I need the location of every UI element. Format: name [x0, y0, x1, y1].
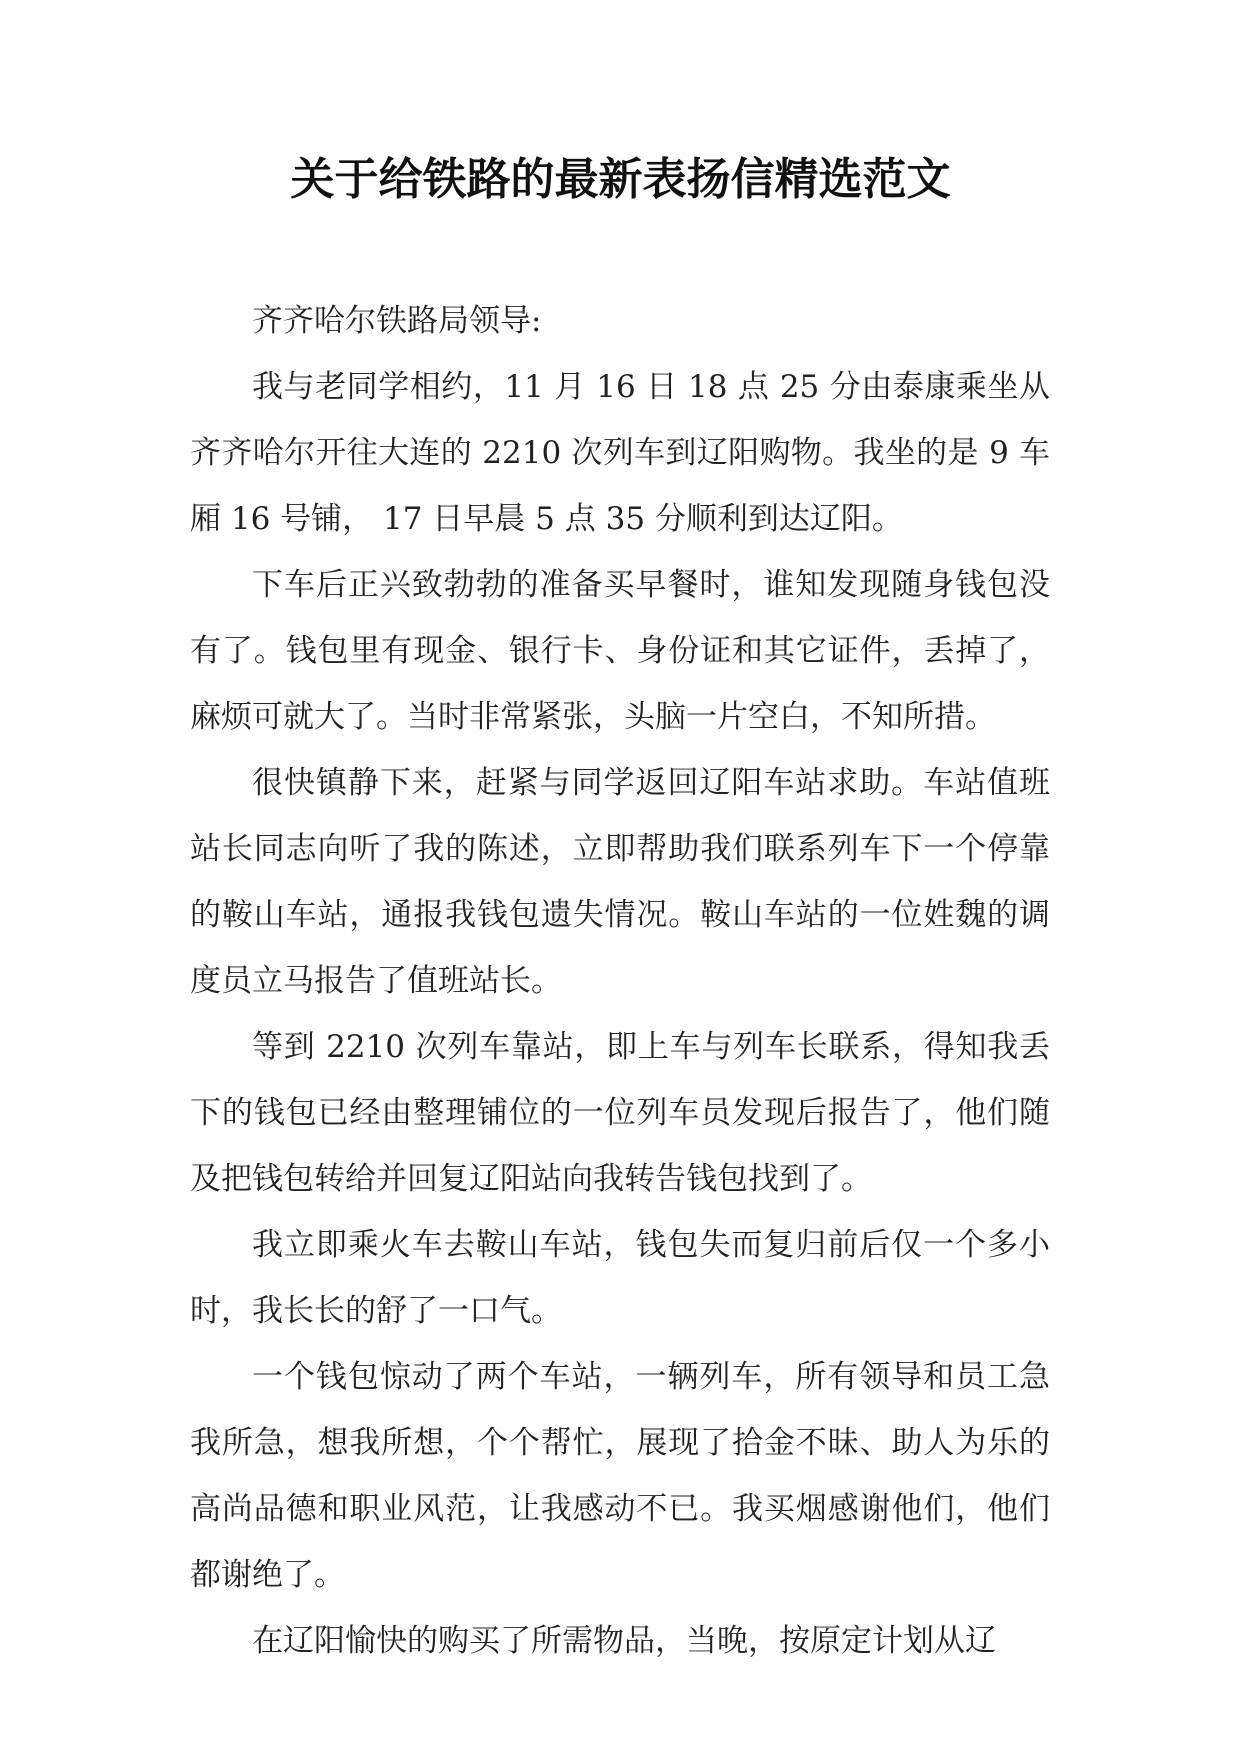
paragraph: 很快镇静下来，赶紧与同学返回辽阳车站求助。车站值班站长同志向听了我的陈述，立即帮助我们联系列车下一个停靠的鞍山车站，通报我钱包遗失情况。鞍山车站的一位姓魏的调度员立马报告了值班站长。 [190, 765, 1050, 999]
paragraph: 在辽阳愉快的购买了所需物品，当晚，按原定计划从辽 [252, 1623, 996, 1659]
paragraph: 下车后正兴致勃勃的准备买早餐时，谁知发现随身钱包没有了。钱包里有现金、银行卡、身份证和其它证件，丢掉了，麻烦可就大了。当时非常紧张，头脑一片空白，不知所措。 [190, 567, 1050, 735]
paragraph: 我立即乘火车去鞍山车站，钱包失而复归前后仅一个多小时，我长长的舒了一口气。 [190, 1227, 1050, 1329]
document-body [190, 288, 1050, 1674]
document-title: 关于给铁路的最新表扬信精选范文 [290, 154, 951, 205]
paragraph: 我与老同学相约，11 月 16 日 18 点 25 分由泰康乘坐从齐齐哈尔开往大连的 2210 次列车到辽阳购物。我坐的是 9 车厢 16 号铺， 17 日早晨 5 点 35 分顺利到达辽阳。 [190, 369, 1050, 537]
paragraph: 一个钱包惊动了两个车站，一辆列车，所有领导和员工急我所急，想我所想，个个帮忙，展现了拾金不昧、助人为乐的高尚品德和职业风范，让我感动不已。我买烟感谢他们，他们都谢绝了。 [190, 1359, 1050, 1593]
paragraph: 等到 2210 次列车靠站，即上车与列车长联系，得知我丢下的钱包已经由整理铺位的一位列车员发现后报告了，他们随及把钱包转给并回复辽阳站向我转告钱包找到了。 [190, 1029, 1050, 1197]
salutation: 齐齐哈尔铁路局领导: [252, 303, 542, 339]
